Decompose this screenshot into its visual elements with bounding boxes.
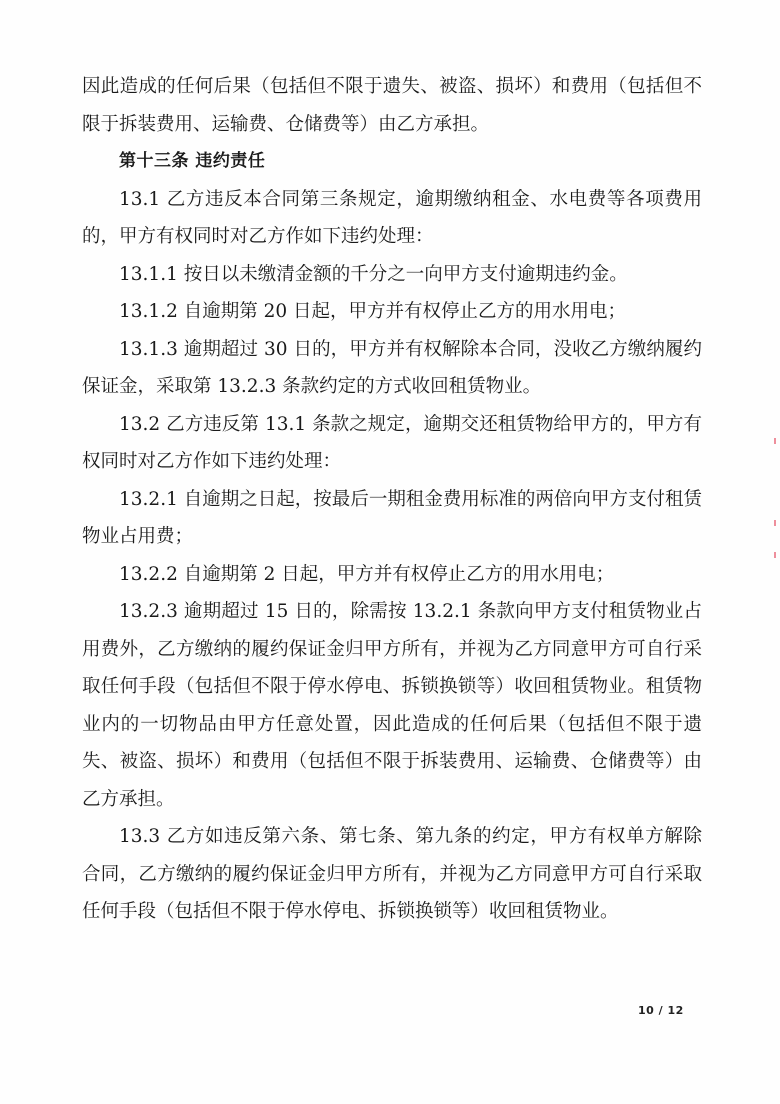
paragraph-continuation: 因此造成的任何后果（包括但不限于遗失、被盗、损坏）和费用（包括但不限于拆装费用、运输费、仓储费等）由乙方承担。 [82,76,702,135]
scan-edge-mark [774,552,776,558]
clause-13-1-2: 13.1.2 自逾期第 20 日起，甲方并有权停止乙方的用水用电； [119,301,627,322]
clause-13-1-3: 13.1.3 逾期超过 30 日的，甲方并有权解除本合同，没收乙方缴纳履约保证金，采取第 13.2.3 条款约定的方式收回租赁物业。 [82,338,702,397]
clause-13-1-1: 13.1.1 按日以未缴清金额的千分之一向甲方支付逾期违约金。 [119,263,628,285]
clause-13-2-1: 13.2.1 自逾期之日起，按最后一期租金费用标准的两倍向甲方支付租赁物业占用费； [82,488,702,547]
clause-13-2-2: 13.2.2 自逾期第 2 日起，甲方并有权停止乙方的用水用电； [119,563,615,585]
document-body [82,68,702,931]
section-heading: 第十三条 违约责任 [119,151,266,171]
clause-13-2-3: 13.2.3 逾期超过 15 日的，除需按 13.2.1 条款向甲方支付租赁物业占用费外，乙方缴纳的履约保证金归甲方所有，并视为乙方同意甲方可自行采取任何手段（包括但不限于停水停电、拆锁换锁等）收回租赁物业。租赁物业内的一切物品由甲方任意处置，因此造成的任何后果（包括但不限于遗失、被盗、损坏）和费用（包括但不限于拆装费用、运输费、仓储费等）由乙方承担。 [82,601,702,810]
page-number: 10 / 12 [638,1004,684,1017]
clause-13-2: 13.2 乙方违反第 13.1 条款之规定，逾期交还租赁物给甲方的，甲方有权同时对乙方作如下违约处理： [82,413,702,472]
clause-13-3: 13.3 乙方如违反第六条、第七条、第九条的约定，甲方有权单方解除合同，乙方缴纳的履约保证金归甲方所有，并视为乙方同意甲方可自行采取任何手段（包括但不限于停水停电、拆锁换锁等）收回租赁物业。 [82,826,702,922]
scan-edge-mark [774,520,776,526]
scan-edge-mark [774,438,776,444]
clause-13-1: 13.1 乙方违反本合同第三条规定，逾期缴纳租金、水电费等各项费用的，甲方有权同时对乙方作如下违约处理： [82,188,702,247]
